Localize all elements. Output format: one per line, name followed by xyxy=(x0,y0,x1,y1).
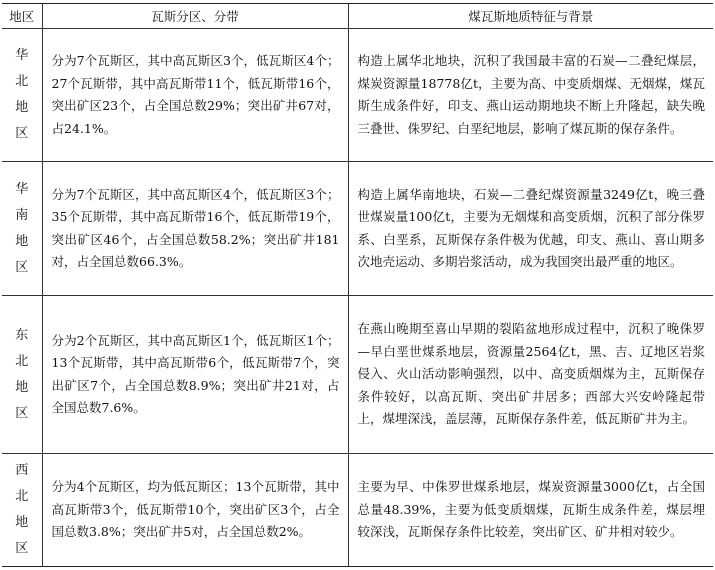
header-row xyxy=(2,4,713,29)
region-label: 华北地区 xyxy=(15,48,29,141)
zones-cell: 分为7个瓦斯区，其中高瓦斯区4个，低瓦斯区3个；35个瓦斯带，其中高瓦斯带16个，低瓦斯带19个，突出矿区46个，占全国总数58.2%；突出矿井181对，占全国总数66.3%。 xyxy=(42,162,348,296)
region-cell xyxy=(2,454,42,566)
features-cell: 构造上属华北地块，沉积了我国最丰富的石炭—二叠纪煤层，煤炭资源量18778亿t，主要为高、中变质烟煤、无烟煤，煤瓦斯生成条件好，印支、燕山运动期地块不断上升隆起，缺失晚三叠世、侏罗纪、白垩纪地层，影响了煤瓦斯的保存条件。 xyxy=(348,29,713,162)
header-region: 地区 xyxy=(2,4,42,29)
table-row xyxy=(2,454,713,566)
region-cell xyxy=(2,296,42,454)
region-cell xyxy=(2,162,42,296)
features-cell: 主要为早、中侏罗世煤系地层，煤炭资源量3000亿t，占全国总量48.39%，主要为低变质烟煤，瓦斯生成条件差，煤层埋较深浅，瓦斯保存条件比较差，突出矿区、矿井相对较少。 xyxy=(348,454,713,566)
header-zones: 瓦斯分区、分带 xyxy=(42,4,348,29)
region-cell xyxy=(2,29,42,162)
gas-zoning-table xyxy=(2,3,713,567)
zones-cell: 分为4个瓦斯区，均为低瓦斯区；13个瓦斯带，其中高瓦斯带3个，低瓦斯带10个，突出矿区3个，占全国总数3.8%；突出矿井5对，占全国总数2%。 xyxy=(42,454,348,566)
features-cell: 构造上属华南地块，石炭—二叠纪煤资源量3249亿t，晚三叠世煤炭量100亿t，主要为无烟煤和高变质烟，沉积了部分侏罗系、白垩系，瓦斯保存条件极为优越，印支、燕山、喜山期多次地壳运动、多期岩浆活动，成为我国突出最严重的地区。 xyxy=(348,162,713,296)
header-features: 煤瓦斯地质特征与背景 xyxy=(348,4,713,29)
data-table xyxy=(2,4,713,566)
features-cell: 在燕山晚期至喜山早期的裂陷盆地形成过程中，沉积了晚侏罗—早白垩世煤系地层，资源量2564亿t，黑、吉、辽地区岩浆侵入、火山活动影响强烈，以中、高变质烟煤为主，瓦斯保存条件较好，以高瓦斯、突出矿井居多；西部大兴安岭隆起带上，煤埋深浅，盖层薄，瓦斯保存条件差，低瓦斯矿井为主。 xyxy=(348,296,713,454)
region-label: 华南地区 xyxy=(15,181,29,275)
region-label: 东北地区 xyxy=(15,327,29,421)
region-label: 西北地区 xyxy=(15,462,29,556)
zones-cell: 分为7个瓦斯区，其中高瓦斯区3个，低瓦斯区4个；27个瓦斯带，其中高瓦斯带11个，低瓦斯带16个，突出矿区23个，占全国总数29%；突出矿井67对，占24.1%。 xyxy=(42,29,348,162)
table-row xyxy=(2,162,713,296)
zones-cell: 分为2个瓦斯区，其中高瓦斯区1个，低瓦斯区1个；13个瓦斯带，其中高瓦斯带6个，低瓦斯带7个，突出矿区7个，占全国总数8.9%；突出矿井21对，占全国总数7.6%。 xyxy=(42,296,348,454)
table-row xyxy=(2,296,713,454)
table-row xyxy=(2,29,713,162)
